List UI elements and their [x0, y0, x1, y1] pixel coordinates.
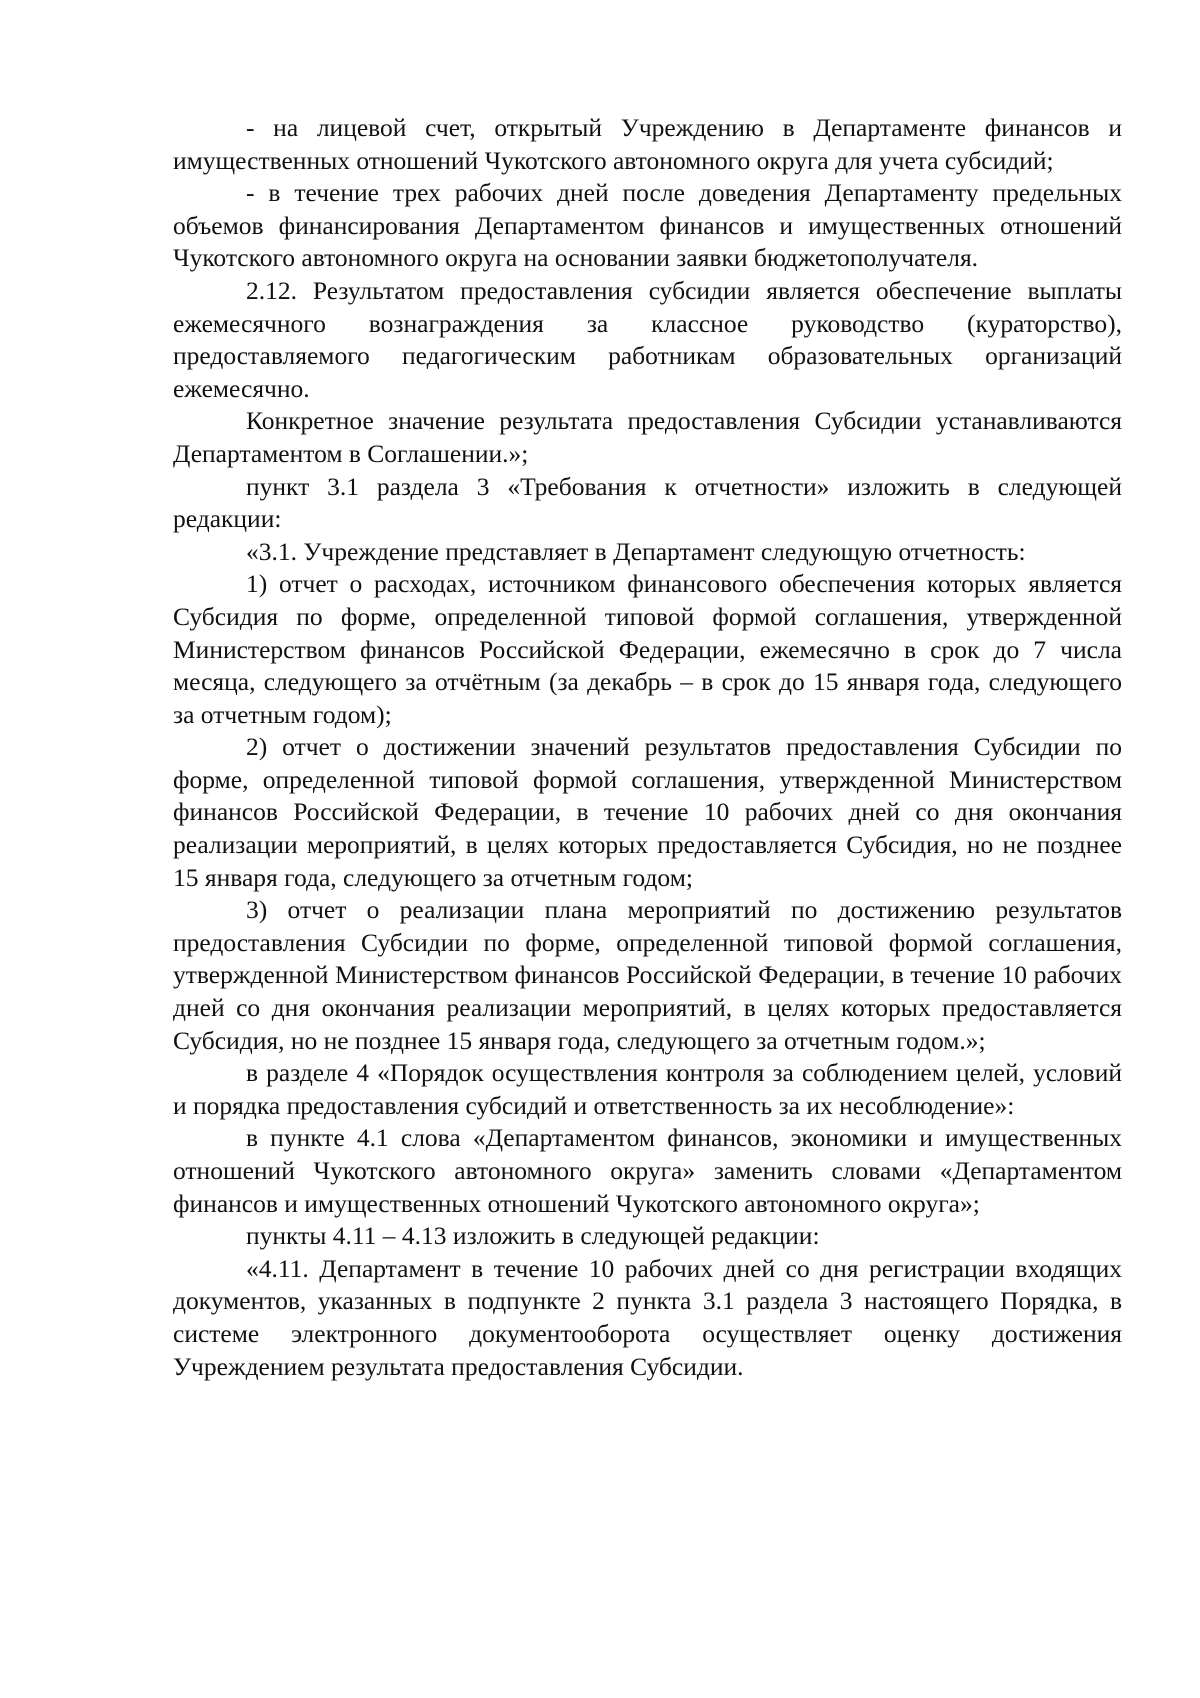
- paragraph-2-12: 2.12. Результатом предоставления субсидии является обеспечение выплаты ежемесячного вознаграждения за классное руководство (кураторство), предоставляемого педагогическим работникам образовательных организаций ежемесячно.: [173, 275, 1122, 403]
- paragraph-account: - на лицевой счет, открытый Учреждению в Департаменте финансов и имущественных отношений Чукотского автономного округа для учета субсидий;: [173, 113, 1122, 175]
- paragraph-section-4: в разделе 4 «Порядок осуществления контроля за соблюдением целей, условий и порядка предоставления субсидий и ответственность за их несоблюдение»:: [173, 1058, 1122, 1120]
- paragraph-items-4-11-4-13: пункты 4.11 – 4.13 изложить в следующей редакции:: [246, 1221, 820, 1251]
- paragraph-4-11: «4.11. Департамент в течение 10 рабочих дней со дня регистрации входящих документов, указанных в подпункте 2 пункта 3.1 раздела 3 настоящего Порядка, в системе электронного документооборота осуществляет оценку достижения Учреждением результата предоставления Субсидии.: [173, 1253, 1122, 1381]
- paragraph-3-1: «3.1. Учреждение представляет в Департамент следующую отчетность:: [246, 536, 1026, 566]
- paragraph-report-3: 3) отчет о реализации плана мероприятий по достижению результатов предоставления Субсидии по форме, определенной типовой формой соглашения, утвержденной Министерством финансов Российской Федерации, в течение 10 рабочих дней со дня окончания реализации мероприятий, в целях которых предоставляется Субсидия, но не позднее 15 января года, следующего за отчетным годом.»;: [173, 895, 1122, 1055]
- paragraph-item-3-1-amend: пункт 3.1 раздела 3 «Требования к отчетности» изложить в следующей редакции:: [173, 471, 1122, 534]
- document-body: [173, 112, 1122, 1383]
- paragraph-report-2: 2) отчет о достижении значений результатов предоставления Субсидии по форме, определенной типовой формой соглашения, утвержденной Министерством финансов Российской Федерации, в течение 10 рабочих дней со дня окончания реализации мероприятий, в целях которых предоставляется Субсидия, но не позднее 15 января года, следующего за отчетным годом;: [173, 732, 1122, 892]
- paragraph-item-4-1: в пункте 4.1 слова «Департаментом финансов, экономики и имущественных отношений Чукотского автономного округа» заменить словами «Департаментом финансов и имущественных отношений Чукотского автономного округа»;: [173, 1123, 1122, 1218]
- paragraph-three-days: - в течение трех рабочих дней после доведения Департаменту предельных объемов финансирования Департаментом финансов и имущественных отношений Чукотского автономного округа на основании заявки бюджетополучателя.: [173, 178, 1122, 273]
- paragraph-report-1: 1) отчет о расходах, источником финансового обеспечения которых является Субсидия по форме, определенной типовой формой соглашения, утвержденной Министерством финансов Российской Федерации, ежемесячно в срок до 7 числа месяца, следующего за отчётным (за декабрь – в срок до 15 января года, следующего за отчетным годом);: [173, 569, 1122, 729]
- paragraph-specific-value: Конкретное значение результата предоставления Субсидии устанавливаются Департаментом в Соглашении.»;: [173, 406, 1122, 468]
